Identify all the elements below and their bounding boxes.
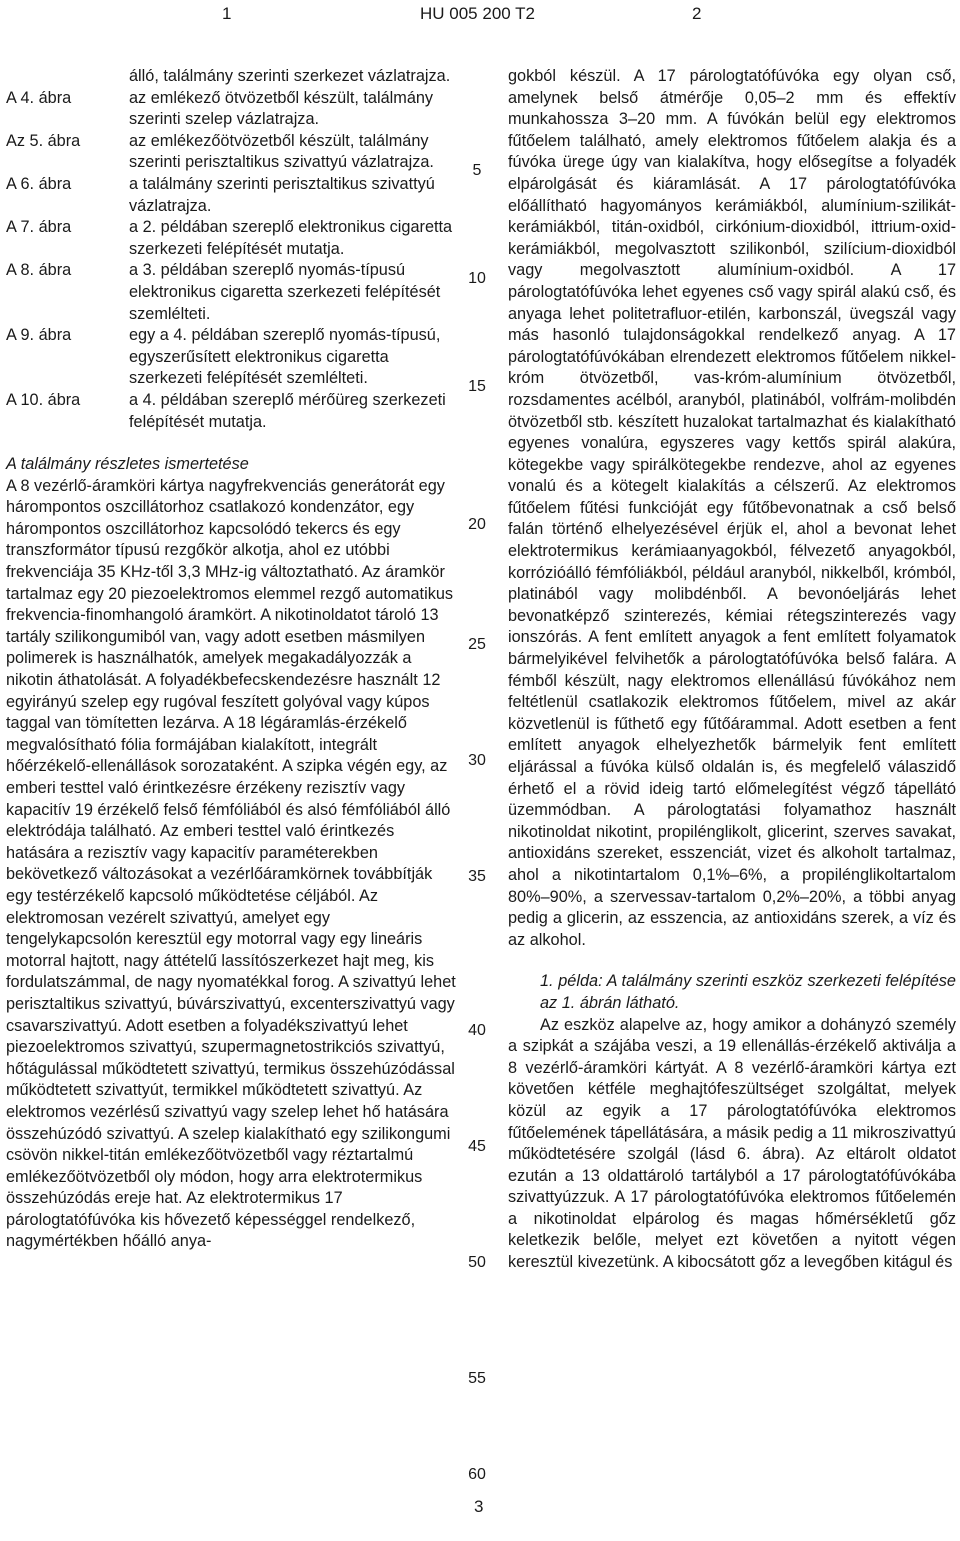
- figure-label: A 7. ábra: [6, 218, 72, 237]
- figure-item: [6, 88, 456, 131]
- figure-desc: a 3. példában szereplő nyomás-típusú elektronikus cigaretta szerkezeti felépítését szemlélteti.: [129, 261, 441, 323]
- line-number: 60: [468, 1466, 486, 1483]
- figure-label: Az 5. ábra: [6, 131, 81, 150]
- line-number: 5: [472, 162, 482, 179]
- right-page-number: 2: [692, 4, 702, 23]
- right-body-text: gokból készül. A 17 párologtatófúvóka egy olyan cső, amelynek belső átmérője 0,05–2 mm és effektív munkahossza 3–20 mm. A fúvókán belül egy elektromos fűtőelem található, amely elektromos fűtőelem alakja és a fúvóka ürege úgy van kialakítva, hogy elősegítse a folyadék elpárolgását és kiáramlását. A 17 párologtatófúvóka előállítható hagyományos kerámiákból, alumínium-szilikát-kerámiákból, titán-oxidból, cirkónium-dioxidból, ittrium-oxid-kerámiákból, megolvasztott szilikonból, szilícium-dioxidból vagy megolvasztott alumínium-oxidból. A 17 párologtatófúvóka lehet egyenes cső vagy spirál alakú cső, és anyaga lehet politetrafluor-etilén, karbonszál, üvegszál vagy más hasonló tulajdonságokkal rendelkező anyag. A 17 párologtatófúvókában elrendezett elektromos fűtőelem nikkel-króm ötvözetből, vas-króm-alumínium ötvözetből, rozsdamentes acélból, aranyból, platinából, volfrám-molibdén ötvözetből stb. készített huzalokat tartalmazhat és kialakítható egyenes vonalúra, egyszeres vagy kettős spirál alakúra, kötegekbe vagy spirálkötegekbe rendezve, ahol az egyenes vonalú és a kötegelt kialakítás a célszerű. Az elektromos fűtőelem fűtési funkcióját egy fűtőbevonatnak a cső belső falán történő elhelyezésével érjük el, ahol a bevonat lehet elektrotermikus kerámiaanyagokból, félvezető anyagokból, korrózióálló fémfóliákból, például aranyból, nikkelből, krómból, platinából vagy molibdénből. A bevonóeljárás lehet bevonatképző szinterezés, kémiai rétegszinterezés vagy ionszórás. A fent említett anyagok a fent említett folyamatok bármelyikével felvihetők a párologtatófúvóka belső falára. A fémből készült, nagy elektromos ellenállású fúvókához nem feltétlenül csatlakozik elektromos fűtőelem, mivel az akár közvetlenül is fűthető egy fűtőárammal. Adott esetben a fent említett anyagok elhelyezhetők bármelyik fent említett eljárással a fúvóka külső oldalán is, és megfelelő válaszidő érhető el a rövid ideig tartó előmelegítést végző tápellátó üzemmódban. A párologtatási folyamathoz használt nikotinoldat nikotint, propilénglikolt, glicerint, szerves savakat, antioxidáns szereket, esszenciát, vizet és alkoholt tartalmaz, ahol a nikotintartalom 0,1%–6%, a propilénglikoltartalom 80%–90%, a szervessav-tartalom 0,2%–20%, a többi anyag pedig a glicerin, az esszencia, az antioxidáns szerek, a víz és az alkohol.: [508, 67, 956, 949]
- left-page-number: 1: [222, 4, 232, 23]
- footer-page-number: 3: [474, 1497, 484, 1516]
- figure-desc: egy a 4. példában szereplő nyomás-típusú, egyszerűsített elektronikus cigaretta szerkezeti felépítését szemlélteti.: [129, 326, 441, 388]
- figure-item: [6, 325, 456, 390]
- figure-item: [6, 131, 456, 174]
- line-number: 45: [468, 1138, 486, 1155]
- figure-desc: a találmány szerinti perisztaltikus szivattyú vázlatrajza.: [129, 174, 435, 215]
- figure-label: A 8. ábra: [6, 261, 72, 280]
- figure-item: [6, 260, 456, 325]
- figure-item-cont: [6, 66, 456, 88]
- figure-label: A 6. ábra: [6, 174, 72, 193]
- figure-desc: az emlékező ötvözetből készült, találmány szerinti szelep vázlatrajza.: [129, 88, 434, 129]
- line-number: 40: [468, 1022, 486, 1039]
- line-number: 10: [468, 270, 486, 287]
- figure-item: [6, 174, 456, 217]
- figure-list: [6, 66, 456, 1253]
- left-body-text: A 8 vezérlő-áramköri kártya nagyfrekvenciás generátorát egy hárompontos oszcillátorhoz csatlakozó kondenzátor, egy hárompontos oszcillátorhoz kapcsolódó tekercs és egy transzformátor típusú rezgőkör alkotja, ahol ez utóbbi frekvenciája 35 KHz-től 3,3 MHz-ig változtatható. Az áramkör tartalmaz egy 20 piezoelektromos elemmel rezgő automatikus frekvencia-finomhangoló áramkört. A nikotinoldatot tároló 13 tartály szilikongumiból van, vagy adott esetben másmilyen polimerek is használhatók, amelyek megakadályozzák a nikotin áthatolását. A folyadékbefecskendezésre használt 12 egyirányú szelep egy rugóval feszített golyóval vagy kúpos taggal van tömítetten lezárva. A 18 légáramlás-érzékelő megvalósítható fólia formájában kialakított, integrált hőérzékelő-ellenállások sorozataként. A szipka végén egy, az emberi testtel való érintkezésre érzékeny rezisztív vagy kapacitív 19 érzékelő felső fémfóliából és alsó fémfóliából álló elektródája található. Az emberi testtel való érintkezés hatására a rezisztív vagy kapacitív paraméterekben bekövetkező változásokat a vezérlőáramkörnek továbbítják egy testérzékelő kapcsoló működtetése céljából. Az elektromosan vezérelt szivattyú, amelyet egy tengelykapcsolón keresztül egy motorral vagy egy lineáris motorral hajtott, nagy áttételű lassítószerkezet hajt meg, kis fordulatszámmal, de nagy nyomatékkal forog. A szivattyú lehet perisztaltikus szivattyú, búvárszivattyú, excenterszivattyú vagy csavarszivattyú. Adott esetben a folyadékszivattyú lehet piezoelektromos szivattyú, szupermagnetostrikciós szivattyú, hőtágulással működtetett szivattyú, termikus összehúzódással működtetett szivattyút, termikkel működtetett szivattyú. Az elektromos vezérlésű szivattyú vagy szelep lehet hő hatására összehúzódó szivattyú. A szelep kialakítható egy szilikongumi csövön nikkel-titán emlékezőötvözetből vagy réztartalmú emlékezőötvözetből oly módon, hogy arra elektrotermikus összehúzódás ereje hat. Az elektrotermikus 17 párologtatófúvóka kis hővezető képességgel rendelkező, nagymértékben hőálló anya-: [6, 476, 456, 1251]
- figure-desc: a 2. példában szereplő elektronikus cigaretta szerkezeti felépítését mutatja.: [129, 218, 453, 258]
- figure-item: [6, 390, 456, 433]
- line-number: 30: [468, 752, 486, 769]
- figure-desc: az emlékezőötvözetből készült, találmány szerinti perisztaltikus szivattyú vázlatrajza.: [129, 131, 434, 172]
- line-number: 55: [468, 1370, 486, 1387]
- figure-label: A 9. ábra: [6, 326, 72, 345]
- line-number: 25: [468, 636, 486, 653]
- section-heading: A találmány részletes ismertetése: [6, 455, 249, 474]
- figure-label: A 4. ábra: [6, 88, 72, 107]
- example-title: 1. példa: A találmány szerinti eszköz szerkezeti felépítése az 1. ábrán látható.: [540, 972, 956, 1012]
- line-number: 15: [468, 378, 486, 395]
- figure-item: [6, 217, 456, 260]
- line-number: 35: [468, 868, 486, 885]
- right-column: [508, 66, 956, 1274]
- example-body-text: Az eszköz alapelve az, hogy amikor a dohányzó személy a szipkát a szájába veszi, a 19 ellenállás-érzékelő aktiválja a 8 vezérlő-áramköri kártyát. A 8 vezérlő-áramköri kártya ezt követően kétféle meghajtófeszültséget szolgáltat, melyek közül az egyik a 17 párologtatófúvóka elektromos fűtőelemének tápellátására, a másik pedig a 11 mikroszivattyú működtetésére szolgál (lásd 6. ábra). Az eltárolt oldatot ezután a 13 oldattároló tartályból a 17 párologtatófúvókába szivattyúzzuk. A 17 párologtatófúvóka elektromos fűtőelemén a nikotinoldat elpárolog és magas hőmérsékletű gőz keletkezik belőle, melyet ezt követően a nyitott végen keresztül kivezetünk. A kibocsátott gőz a levegőben kitágul és: [508, 1015, 956, 1272]
- figure-label: A 10. ábra: [6, 390, 81, 409]
- line-number: 20: [468, 516, 486, 533]
- document-id: HU 005 200 T2: [420, 4, 535, 23]
- figure-desc: álló, találmány szerinti szerkezet vázlatrajza.: [129, 67, 451, 85]
- figure-desc: a 4. példában szereplő mérőüreg szerkezeti felépítését mutatja.: [129, 390, 446, 431]
- line-number: 50: [468, 1254, 486, 1271]
